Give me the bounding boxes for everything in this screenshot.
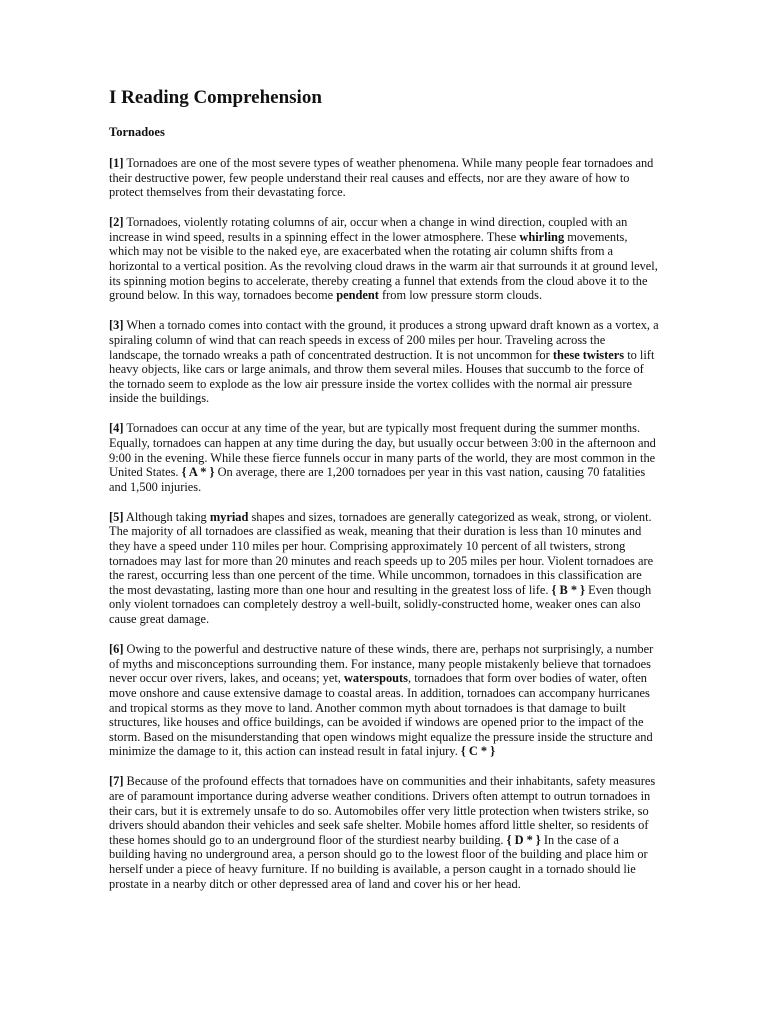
passage-title: Tornadoes	[109, 125, 165, 139]
highlighted-word: myriad	[209, 509, 249, 524]
paragraph-number: [3]	[109, 318, 124, 333]
paragraph-text: Because of the profound effects that tornadoes have on communities and their inhabitants, safety measures are of paramount importance during adverse weather conditions. Drivers often attempt to outrun tornadoes in their cars, but it is extremely unsafe to do so. Automobiles offer very little protection when twisters strike, so drivers should abandon their vehicles and seek safe shelter. Mobile homes afford little shelter, so residents of these homes should go to an underground floor of the sturdiest nearby building.	[109, 774, 656, 847]
paragraph-text: Tornadoes are one of the most severe types of weather phenomena. While many people fear tornadoes and their destructive power, few people understand their real causes and effects, nor are they aware of how to protect themselves from their devastating force.	[109, 156, 654, 200]
paragraph-number: [2]	[109, 215, 124, 230]
insertion-marker: { B * }	[551, 582, 586, 597]
highlighted-word: these twisters	[552, 347, 625, 362]
paragraph-number: [6]	[109, 642, 124, 657]
paragraph-text: movements, which may not be visible to the naked eye, are exacerbated when the rotating air column shifts from a horizontal to a vertical position. As the revolving cloud draws in the warm air that surrounds it at ground level, its spinning motion begins to accelerate, thereby creating a funnel that extends from the cloud above it to the ground below. In this way, tornadoes become	[109, 229, 658, 303]
paragraph-text: When a tornado comes into contact with the ground, it produces a strong upward draft known as a vortex, a spiraling column of wind that can reach speeds in excess of 200 miles per hour. Traveling across the landscape, the tornado wreaks a path of concentrated destruction. It is not uncommon for	[109, 318, 659, 362]
highlighted-word: waterspouts	[343, 671, 409, 686]
paragraph	[109, 318, 659, 406]
insertion-marker: { D * }	[506, 832, 541, 847]
highlighted-word: pendent	[336, 288, 379, 303]
paragraph-number: [1]	[109, 156, 124, 170]
paragraph-text: from low pressure storm clouds.	[378, 288, 543, 303]
paragraph-number: [7]	[109, 774, 124, 789]
paragraph-text: In the case of a building having no underground area, a person should go to the lowest floor of the building and place him or herself under a piece of heavy furniture. If no building is available, a person caught in a tornado should lie prostate in a nearby ditch or other depressed area of land and cover his or her head.	[109, 832, 648, 891]
paragraph-text: , tornadoes that form over bodies of water, often move onshore and cause extensive damage to coastal areas. In addition, tornadoes can accompany hurricanes and tropical storms as they move to land. Another common myth about tornadoes is that damage to built structures, like houses and office buildings, can be avoided if windows are opened prior to the impact of the storm. Based on the misunderstanding that open windows might equalize the pressure inside the structure and minimize the damage to it, this action can instead result in fatal injury.	[109, 671, 653, 759]
insertion-marker: { C * }	[460, 744, 496, 759]
paragraph-text: shapes and sizes, tornadoes are generally categorized as weak, strong, or violent. The majority of all tornadoes are classified as weak, meaning that their duration is less than 10 minutes and they have a speed under 110 miles per hour. Comprising approximately 10 percent of all twisters, strong tornadoes may last for more than 20 minutes and reach speeds up to 205 miles per hour. Violent tornadoes are the rarest, occurring less than one percent of the time. While uncommon, tornadoes in this classification are the most devastating, lasting more than one hour and resulting in the greatest loss of life.	[109, 509, 654, 597]
paragraph	[109, 156, 659, 200]
paragraph-number: [5]	[109, 509, 124, 524]
passage-body	[109, 156, 659, 907]
paragraph-text: On average, there are 1,200 tornadoes per year in this vast nation, causing 70 fatalities and 1,500 injuries.	[109, 465, 646, 494]
paragraph	[109, 421, 659, 494]
paragraph-text: Tornadoes can occur at any time of the year, but are typically most frequent during the summer months. Equally, tornadoes can happen at any time during the day, but usually occur between 3:00 in the afternoon and 9:00 in the evening. While these fierce funnels occur in many parts of the world, they are most common in the United States.	[109, 421, 656, 480]
page-title: I Reading Comprehension	[109, 87, 322, 108]
highlighted-word: whirling	[519, 229, 565, 244]
insertion-marker: { A * }	[181, 465, 215, 480]
paragraph-number: [4]	[109, 421, 124, 436]
paragraph-text: Tornadoes, violently rotating columns of air, occur when a change in wind direction, coupled with an increase in wind speed, results in a spinning effect in the lower atmosphere. These	[109, 215, 628, 244]
paragraph	[109, 642, 659, 759]
paragraph-text: Owing to the powerful and destructive nature of these winds, there are, perhaps not surprisingly, a number of myths and misconceptions surrounding them. For instance, many people mistakenly believe that tornadoes never occur over rivers, lakes, and oceans; yet,	[109, 642, 654, 686]
paragraph-text: Although taking	[123, 509, 210, 524]
paragraph-text: to lift heavy objects, like cars or large animals, and throw them several miles. Houses that succumb to the force of the tornado seem to explode as the low air pressure inside the vortex collides with the normal air pressure inside the buildings.	[109, 347, 655, 406]
paragraph	[109, 774, 659, 891]
paragraph	[109, 510, 659, 627]
paragraph-text: Even though only violent tornadoes can completely destroy a well-built, solidly-constructed home, weaker ones can also cause great damage.	[109, 582, 652, 627]
paragraph	[109, 215, 659, 303]
